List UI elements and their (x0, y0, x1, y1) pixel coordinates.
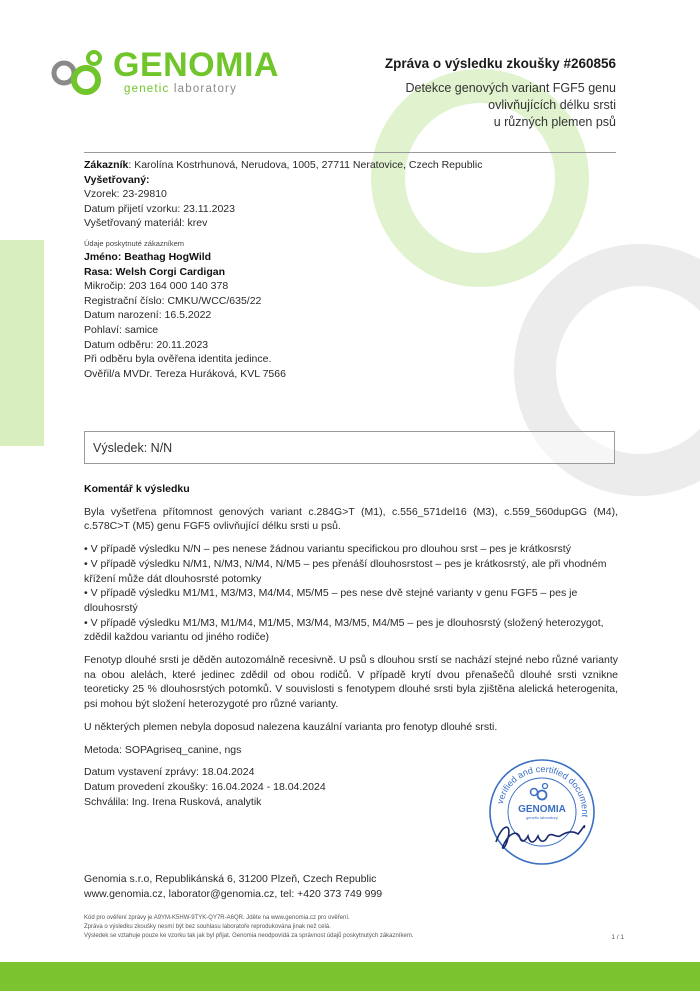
fine-print (84, 914, 414, 941)
verified-by: Ověřil/a MVDr. Tereza Huráková, KVL 7566 (84, 367, 286, 380)
footer-green-bar (0, 962, 700, 991)
customer-block (84, 158, 482, 231)
identity-verified: Při odběru byla ověřena identita jedince. (84, 353, 272, 366)
comment-paragraph-inheritance: Fenotyp dlouhé srsti je děděn autozomálně recesivně. U psů s dlouhou srstí se nachází stejné nebo různé varianty na obou alelách, které jedinec zdědil od obou rodičů. V případě krytí dvou přenašečů dlouhé srsti vznikne teoreticky 25 % dlouhosrstých potomků. V souvislosti s fenotypem dlouhé srsti byla zjištěna alelická heterogenita, psi mohou být složení heterozygoté pro různé varianty. (84, 654, 618, 711)
report-title: Zpráva o výsledku zkoušky #260856 (384, 56, 616, 71)
animal-birth-date: Datum narození: 16.5.2022 (84, 309, 212, 322)
animal-microchip: Mikročip: 203 164 000 140 378 (84, 280, 229, 293)
liability-note: Výsledek se vztahuje pouze ke vzorku tak jak byl přijat. Genomia neodpovídá za správnost údajů poskytnutých zákazníkem. (84, 933, 414, 939)
animal-block (84, 238, 286, 381)
sample-id: Vzorek: 23-29810 (84, 188, 167, 201)
sample-material: Vyšetřovaný materiál: krev (84, 217, 208, 230)
comment-heading: Komentář k výsledku (84, 483, 190, 495)
header-divider (84, 152, 616, 153)
comment-bullet: • V případě výsledku N/M1, N/M3, N/M4, N/M5 – pes přenáší dlouhosrstost – pes je krátkosrstý, ale při vhodném křížení může dát dlouhosrsté potomky (84, 557, 607, 585)
customer-provided-note: Údaje poskytnuté zákazníkem (84, 239, 185, 248)
test-date-range: Datum provedení zkoušky: 16.04.2024 - 18.04.2024 (84, 780, 326, 793)
page-number: 1 / 1 (611, 934, 624, 941)
verification-code-note: Kód pro ověření zprávy je A9YM-K5HW-9TYK-QY7R-A6QR. Jděte na www.genomia.cz pro ověření. (84, 915, 350, 921)
stamp-logo-text: GENOMIA (518, 804, 566, 815)
logo-subtitle (124, 83, 237, 95)
examined-label: Vyšetřovaný: (84, 173, 150, 186)
logo-sub-genetic: genetic (124, 83, 170, 95)
result-box (84, 431, 615, 464)
customer-value: : Karolína Kostrhunová, Nerudova, 1005, 27711 Neratovice, Czech Republic (128, 159, 483, 171)
stamp-subtitle: genetic laboratory (526, 815, 558, 820)
customer-line (84, 158, 482, 173)
footer-address-block (84, 872, 382, 902)
customer-label: Zákazník (84, 159, 129, 171)
logo-wordmark: GENOMIA (113, 46, 279, 84)
signature (496, 826, 585, 848)
comment-section (84, 482, 618, 809)
report-subtitle-line: u různých plemen psů (493, 115, 616, 129)
comment-intro: Byla vyšetřena přítomnost genových variant c.284G>T (M1), c.556_571del16 (M3), c.559_560dupGG (M4), c.578C>T (M5) genu FGF5 ovlivňující délku srsti u psů. (84, 505, 618, 533)
logo-sub-laboratory: laboratory (173, 83, 238, 95)
report-subtitle-line: ovlivňujících délku srsti (488, 98, 616, 112)
reproduction-note: Zpráva o výsledku zkoušky nesmí být bez souhlasu laboratoře reprodukována jinak než celá. (84, 924, 331, 930)
comment-bullet: • V případě výsledku N/N – pes nenese žádnou variantu specifickou pro dlouhou srst – pes je krátkosrstý (84, 543, 571, 556)
report-subtitle-line: Detekce genových variant FGF5 genu (405, 81, 616, 95)
stamp-ring-text: verified and certified document (494, 763, 591, 818)
report-issue-date: Datum vystavení zprávy: 18.04.2024 (84, 766, 255, 779)
result-text: Výsledek: N/N (93, 441, 173, 455)
genomia-logo-icon (50, 48, 110, 103)
method-line: Metoda: SOPAgriseq_canine, ngs (84, 743, 242, 756)
left-accent-bar (0, 240, 44, 446)
company-contact: www.genomia.cz, laborator@genomia.cz, tel: +420 373 749 999 (84, 888, 383, 900)
company-address: Genomia s.r.o, Republikánská 6, 31200 Plzeň, Czech Republic (84, 873, 377, 885)
sample-received-date: Datum přijetí vzorku: 23.11.2023 (84, 202, 235, 215)
report-subtitle (405, 80, 616, 131)
comment-bullet: • V případě výsledku M1/M1, M3/M3, M4/M4, M5/M5 – pes nese dvě stejné varianty v genu FGF5 – pes je dlouhosrstý (84, 587, 578, 614)
animal-name: Jméno: Beathag HogWild (84, 251, 212, 263)
approved-by: Schválila: Ing. Irena Rusková, analytik (84, 795, 262, 808)
animal-registration: Registrační číslo: CMKU/WCC/635/22 (84, 294, 262, 307)
animal-breed: Rasa: Welsh Corgi Cardigan (84, 265, 226, 278)
animal-sex: Pohlaví: samice (84, 323, 159, 336)
sampling-date: Datum odběru: 20.11.2023 (84, 338, 209, 351)
comment-bullet: • V případě výsledku M1/M3, M1/M4, M1/M5, M3/M4, M3/M5, M4/M5 – pes je dlouhosrstý (složený heterozygot, zdědil každou variantu od jiného rodiče) (84, 616, 604, 644)
comment-paragraph-breeds: U některých plemen nebyla doposud nalezena kauzální varianta pro fenotyp dlouhé srsti. (84, 720, 498, 733)
